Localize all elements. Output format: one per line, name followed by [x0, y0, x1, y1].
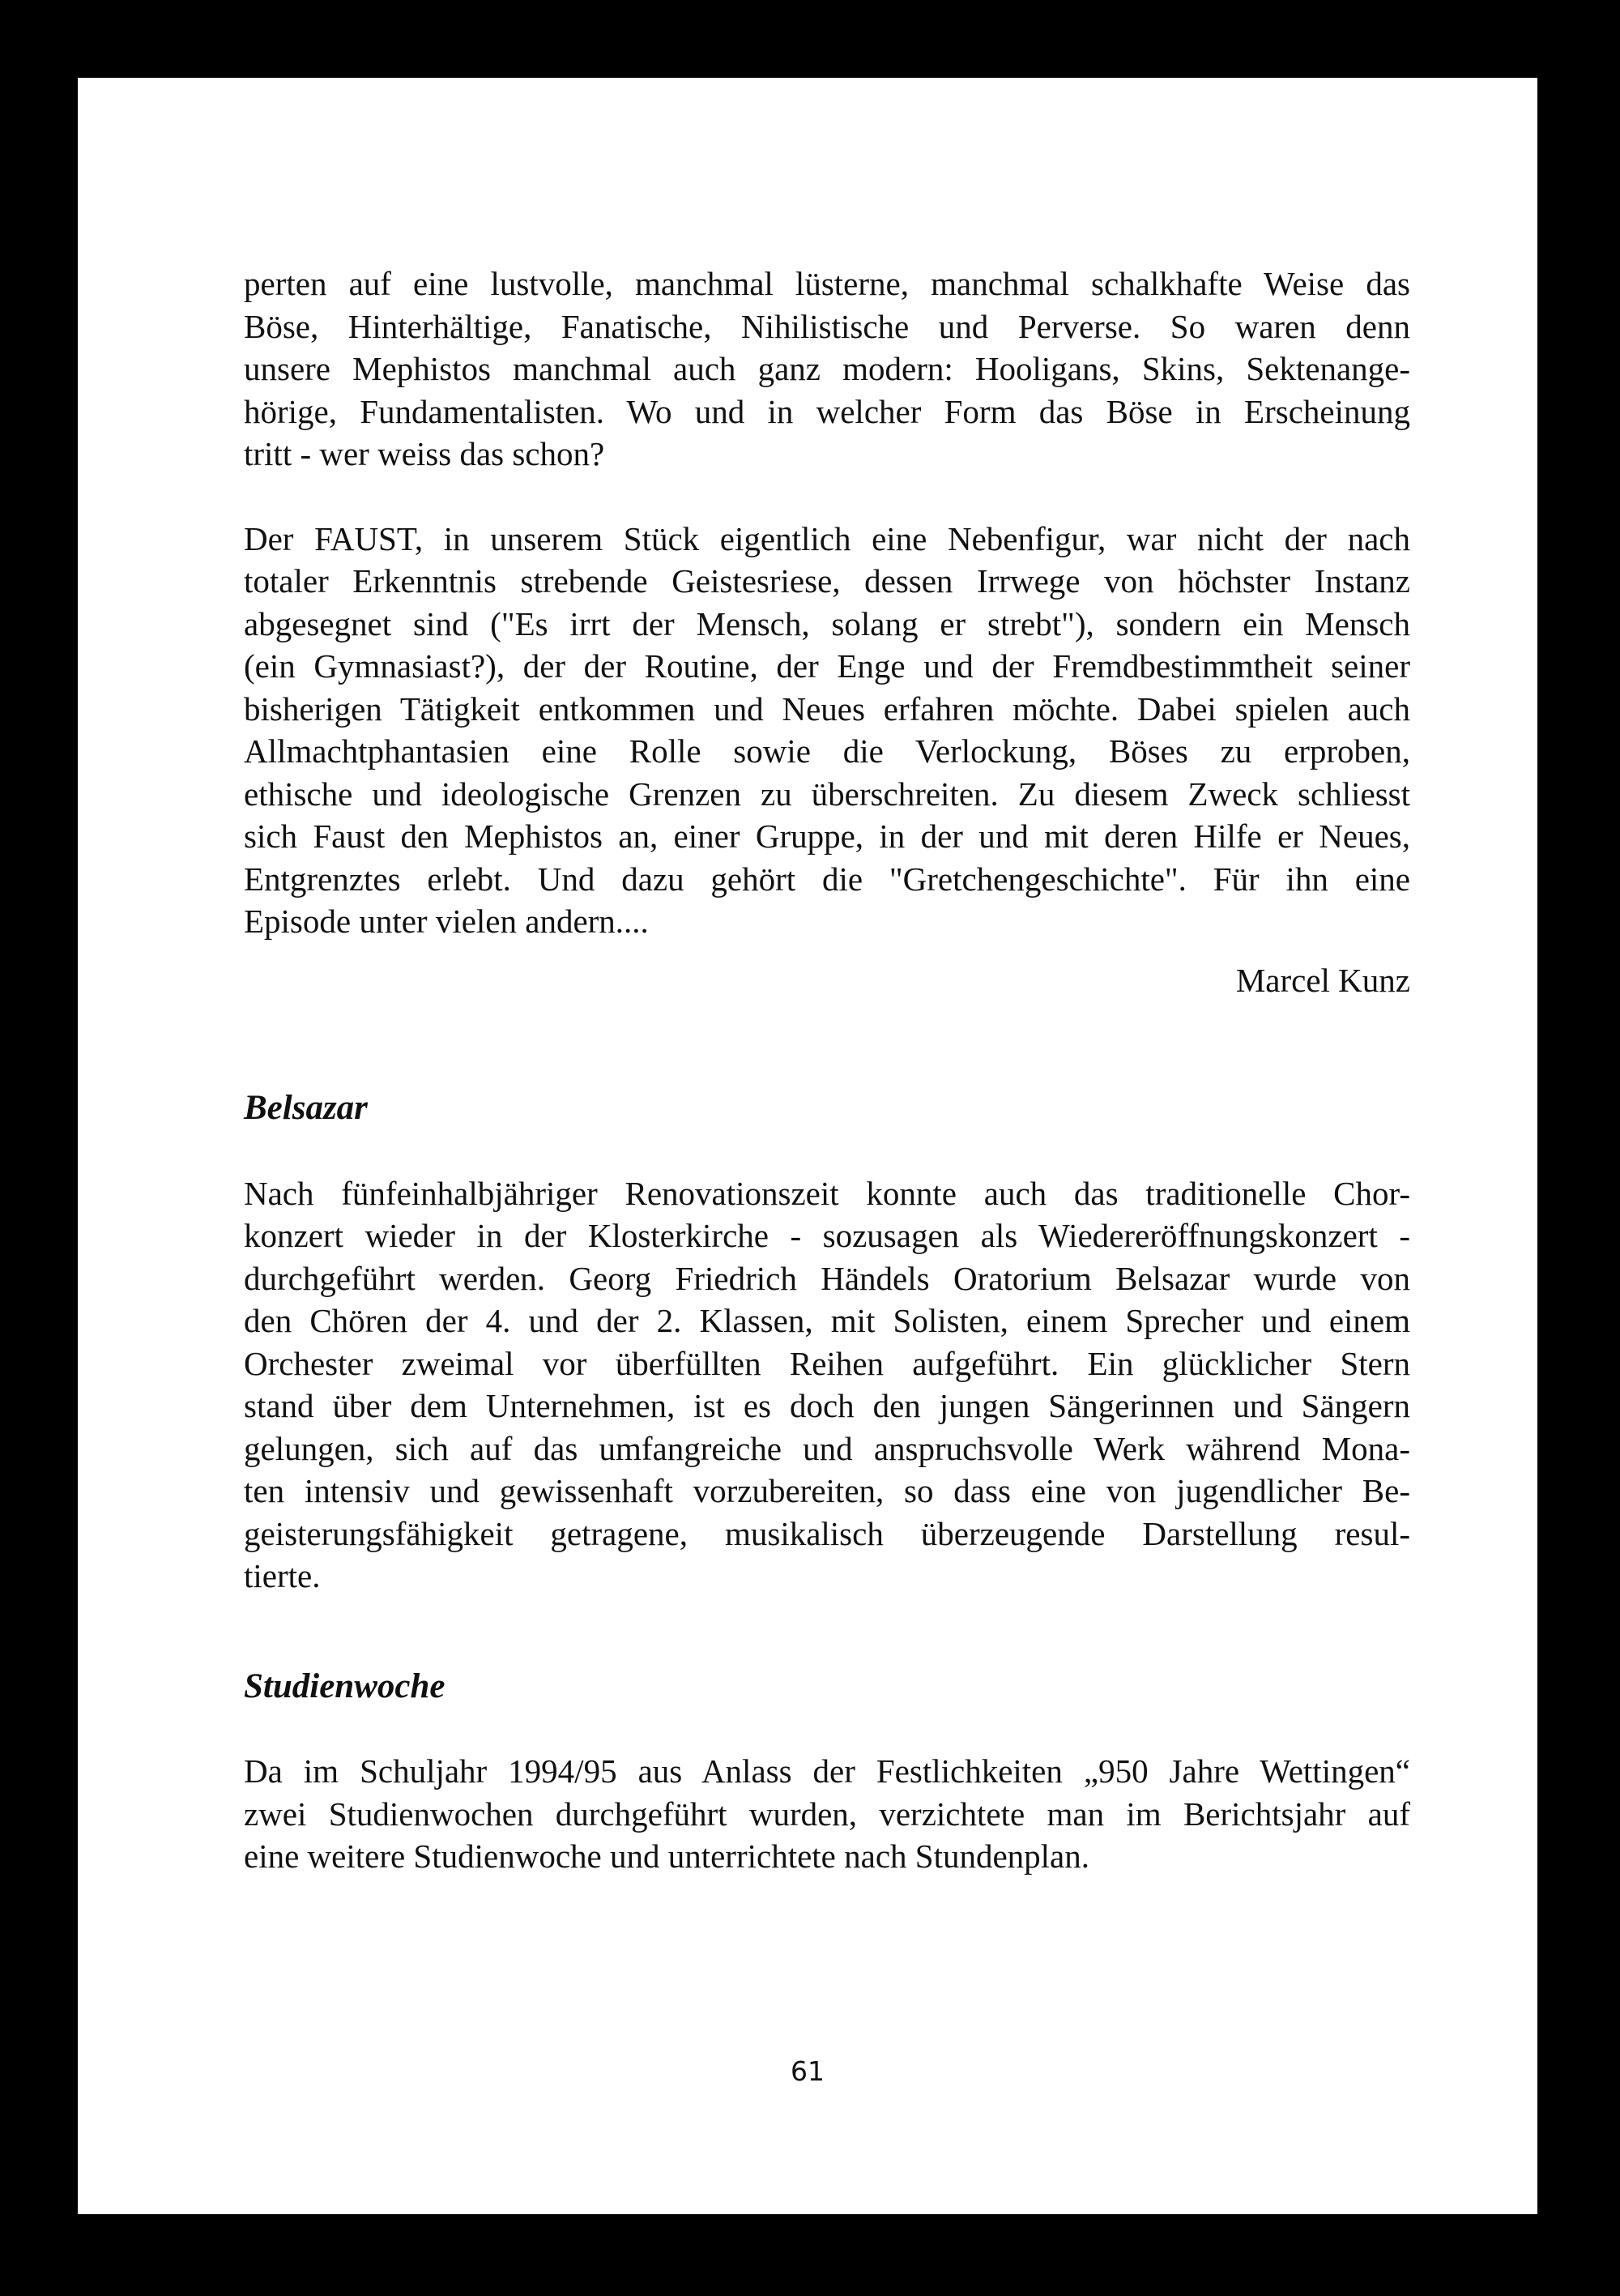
text-line: gelungen, sich auf das umfangreiche und anspruchsvolle Werk während Mona- — [244, 1429, 1410, 1467]
text-line: Episode unter vielen andern.... — [244, 903, 649, 940]
text-line: Nach fünfeinhalbjähriger Renovationszeit konnte auch das traditionelle Chor- — [244, 1174, 1410, 1212]
text-line: abgesegnet sind ("Es irrt der Mensch, solang er strebt"), sondern ein Mensch — [244, 604, 1410, 642]
text-line: zwei Studienwochen durchgeführt wurden, verzichtete man im Berichtsjahr auf — [244, 1795, 1410, 1833]
text-line: bisherigen Tätigkeit entkommen und Neues erfahren möchte. Dabei spielen auch — [244, 689, 1410, 728]
text-line: durchgeführt werden. Georg Friedrich Händels Oratorium Belsazar wurde von — [244, 1259, 1410, 1297]
paragraph-belsazar — [244, 1172, 1410, 1598]
text-line: Böse, Hinterhältige, Fanatische, Nihilistische und Perverse. So waren denn — [244, 307, 1410, 345]
text-line: geisterungsfähigkeit getragene, musikalisch überzeugende Darstellung resul- — [244, 1514, 1410, 1552]
section-heading-belsazar: Belsazar — [244, 1089, 368, 1127]
paragraph-studienwoche — [244, 1750, 1410, 1878]
text-line: tritt - wer weiss das schon? — [244, 435, 605, 472]
text-line: Da im Schuljahr 1994/95 aus Anlass der Festlichkeiten „950 Jahre Wettingen“ — [244, 1752, 1410, 1790]
page-number: 61 — [791, 2055, 825, 2087]
text-line: tierte. — [244, 1557, 321, 1594]
text-line: Der FAUST, in unserem Stück eigentlich eine Nebenfigur, war nicht der nach — [244, 519, 1410, 557]
document-page — [78, 78, 1537, 2214]
text-line: hörige, Fundamentalisten. Wo und in welcher Form das Böse in Erscheinung — [244, 392, 1410, 430]
text-line: stand über dem Unternehmen, ist es doch den jungen Sängerinnen und Sängern — [244, 1387, 1410, 1424]
text-line: Entgrenztes erlebt. Und dazu gehört die "Gretchengeschichte". Für ihn eine — [244, 860, 1410, 898]
page-content — [244, 262, 1410, 1878]
text-line: Allmachtphantasien eine Rolle sowie die Verlockung, Böses zu erproben, — [244, 732, 1410, 770]
text-line: ethische und ideologische Grenzen zu überschreiten. Zu diesem Zweck schliesst — [244, 775, 1410, 813]
author-signature: Marcel Kunz — [1235, 961, 1410, 999]
paragraph-faust-character — [244, 518, 1410, 943]
text-line: konzert wieder in der Klosterkirche - sozusagen als Wiedereröffnungskonzert - — [244, 1217, 1410, 1254]
text-line: unsere Mephistos manchmal auch ganz modern: Hooligans, Skins, Sektenange- — [244, 350, 1410, 387]
section-heading-studienwoche: Studienwoche — [244, 1667, 446, 1705]
text-line: eine weitere Studienwoche und unterrichtete nach Stundenplan. — [244, 1837, 1089, 1875]
text-line: ten intensiv und gewissenhaft vorzubereiten, so dass eine von jugendlicher Be- — [244, 1472, 1410, 1509]
text-line: totaler Erkenntnis strebende Geistesriese, dessen Irrwege von höchster Instanz — [244, 562, 1410, 600]
text-line: (ein Gymnasiast?), der der Routine, der Enge und der Fremdbestimmtheit seiner — [244, 647, 1410, 685]
text-line: sich Faust den Mephistos an, einer Gruppe, in der und mit deren Hilfe er Neues, — [244, 817, 1410, 855]
paragraph-faust-intro-continued — [244, 262, 1410, 476]
text-line: den Chören der 4. und der 2. Klassen, mit Solisten, einem Sprecher und einem — [244, 1302, 1410, 1339]
text-line: Orchester zweimal vor überfüllten Reihen aufgeführt. Ein glücklicher Stern — [244, 1344, 1410, 1382]
text-line: perten auf eine lustvolle, manchmal lüsterne, manchmal schalkhafte Weise das — [244, 265, 1410, 302]
